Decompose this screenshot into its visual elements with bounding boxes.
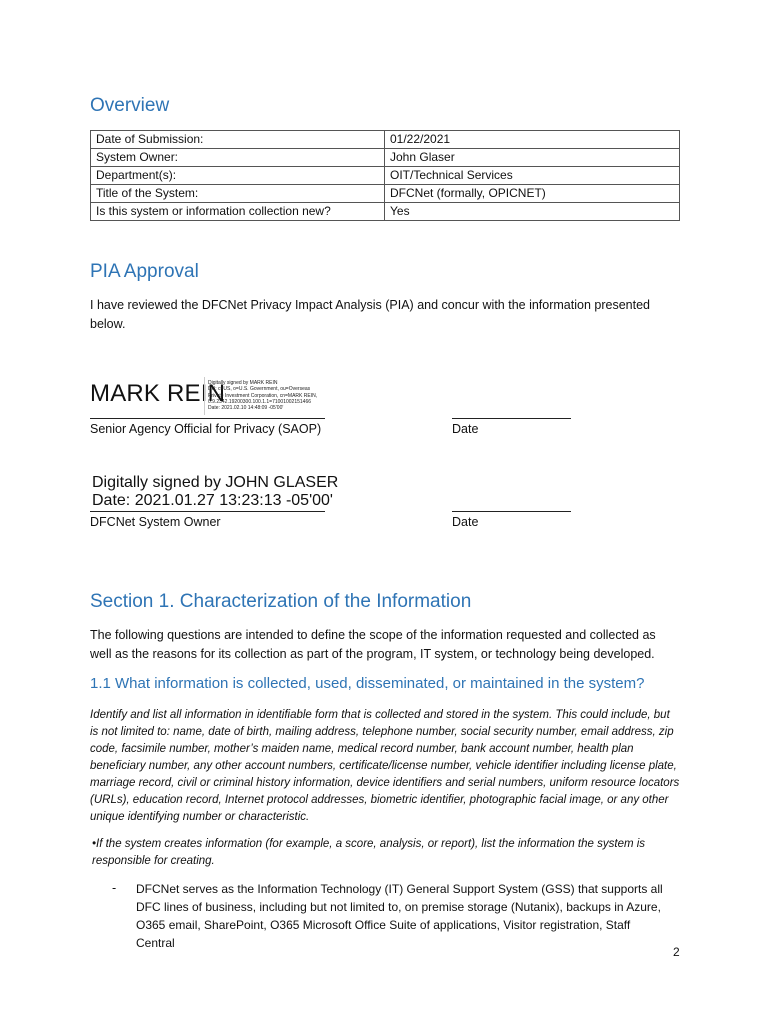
- overview-key-cell: Department(s):: [91, 167, 385, 185]
- overview-row: [91, 149, 680, 167]
- section1-heading: Section 1. Characterization of the Information: [90, 591, 472, 612]
- sig1-meta-line: Digitally signed by MARK REIN: [208, 380, 278, 386]
- sig2-line2: Date: 2021.01.27 13:23:13 -05'00': [92, 492, 333, 509]
- overview-value-cell: Yes: [385, 203, 680, 221]
- q1-heading: 1.1 What information is collected, used, disseminated, or maintained in the system?: [90, 675, 645, 692]
- sig1-name: MARK REIN: [90, 380, 226, 407]
- sig1-meta-line: Private Investment Corporation, cn=MARK REIN,: [208, 392, 318, 399]
- overview-value-cell: OIT/Technical Services: [385, 167, 680, 185]
- q1-bullet: •If the system creates information (for example, a score, analysis, or report), list the information the system is responsible for creating.: [92, 838, 646, 867]
- overview-row: [91, 131, 680, 149]
- overview-table: [90, 130, 680, 221]
- page-number: 2: [673, 945, 680, 959]
- overview-row: [91, 185, 680, 203]
- section1-intro: The following questions are intended to define the scope of the information requested and collected as well as the reasons for its collection as part of the program, IT system, or technology being developed.: [90, 628, 656, 661]
- overview-key-cell: Date of Submission:: [91, 131, 385, 149]
- sig2-date-line: [452, 511, 571, 512]
- sig2-line: [90, 511, 325, 512]
- approval-statement: I have reviewed the DFCNet Privacy Impact Analysis (PIA) and concur with the information presented below.: [90, 298, 650, 331]
- sig1-date-line: [452, 418, 571, 419]
- overview-value-cell: John Glaser: [385, 149, 680, 167]
- overview-key-cell: Is this system or information collection new?: [91, 203, 385, 221]
- overview-row: [91, 203, 680, 221]
- sig2-line1: Digitally signed by JOHN GLASER: [92, 474, 339, 491]
- sig1-line: [90, 418, 325, 419]
- sig1-divider: [204, 377, 205, 415]
- list-item: DFCNet serves as the Information Technology (IT) General Support System (GSS) that supports all DFC lines of business, including but not limited to, on premise storage (Nutanix), backups in Azure, O365 email, SharePoint, O365 Microsoft Office Suite of applications, Visitor registration, Staff Central: [136, 882, 663, 950]
- sig1-date-label: Date: [452, 422, 479, 436]
- overview-row: [91, 167, 680, 185]
- sig1-role: Senior Agency Official for Privacy (SAOP): [90, 422, 322, 436]
- sig1-meta-line: Date: 2021.02.10 14:48:09 -05'00': [208, 405, 284, 412]
- sig1-meta: [208, 380, 328, 411]
- overview-heading: Overview: [90, 95, 170, 116]
- list-dash: -: [112, 881, 117, 895]
- sig2-date-label: Date: [452, 515, 479, 529]
- sig2-role: DFCNet System Owner: [90, 515, 221, 529]
- sig1-meta-line: DN: c=US, o=U.S. Government, ou=Overseas: [208, 386, 311, 393]
- overview-key-cell: Title of the System:: [91, 185, 385, 203]
- q1-instructions: Identify and list all information in identifiable form that is collected and stored in the system. This could include, but is not limited to: name, date of birth, mailing address, telephone number, social security number, email address, zip code, facsimile number, mother’s maiden name, medical record number, bank account number, health plan beneficiary number, any other account numbers, certificate/license number, vehicle identifier including license plate, marriage record, civil or criminal history information, device identifiers and serial numbers, uniform resource locators (URLs), education record, Internet protocol addresses, biometric identifier, photographic facial image, or any other unique identifying number or characteristic.: [90, 709, 680, 823]
- sig1-meta-line: 0.9.2342.19200300.100.1.1=71001002151466: [208, 398, 312, 405]
- pia-approval-heading: PIA Approval: [90, 261, 199, 282]
- overview-value-cell: 01/22/2021: [385, 131, 680, 149]
- overview-key-cell: System Owner:: [91, 149, 385, 167]
- overview-value-cell: DFCNet (formally, OPICNET): [385, 185, 680, 203]
